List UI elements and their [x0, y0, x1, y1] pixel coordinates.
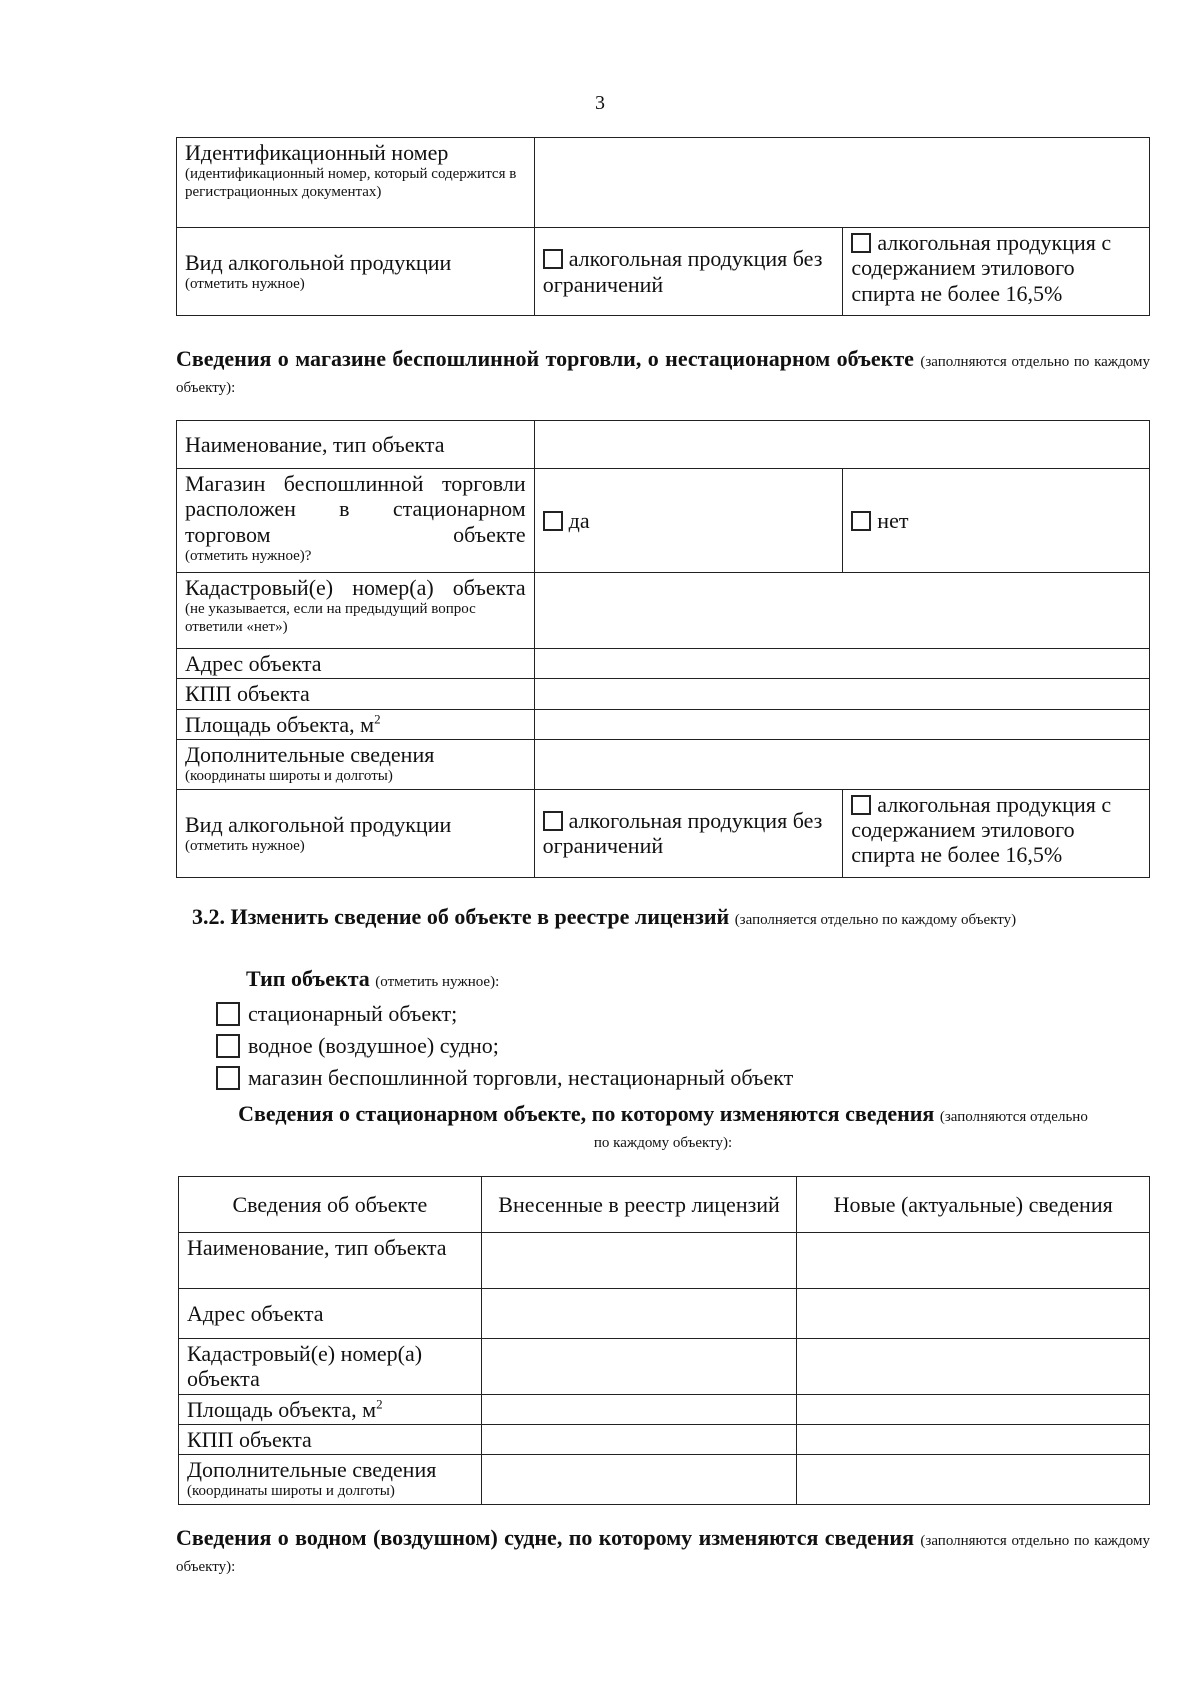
row-extra-registry-field[interactable]: [481, 1455, 797, 1505]
dutyfree-heading: [176, 346, 1150, 399]
alc-note: (отметить нужное): [185, 276, 305, 293]
dutyfree-table: [176, 420, 1150, 878]
cadastral-label-cell: [177, 573, 535, 649]
checkbox[interactable]: [543, 249, 563, 269]
object-type-title: [216, 963, 793, 998]
section-32-heading: [192, 904, 1172, 930]
row-area-label: Площадь объекта, м: [187, 1396, 377, 1422]
row-cadastral-registry-field[interactable]: [481, 1339, 797, 1395]
checkbox[interactable]: [216, 1002, 240, 1026]
section-32-heading-bold: 3.2. Изменить сведение об объекте в реестре лицензий: [192, 904, 730, 929]
alc2-label: Вид алкогольной продукции: [185, 811, 452, 837]
stationary-question: Магазин беспошлинной торговли расположен в стационарном торговом объекте: [185, 471, 526, 547]
id-note: (идентификационный номер, который содержится в регистрационных документах): [185, 166, 517, 201]
checkbox[interactable]: [851, 795, 871, 815]
cadastral-label: Кадастровый(е) номер(а) объекта: [185, 575, 526, 600]
alc2-option-unrestricted[interactable]: [534, 789, 843, 877]
row-kpp-registry-field[interactable]: [481, 1424, 797, 1454]
vessel-heading-note: (заполняются отдельно по каждому объекту):: [176, 1533, 1150, 1576]
row-extra-note: (координаты широты и долготы): [187, 1483, 395, 1500]
stationary-heading: [176, 1101, 1150, 1154]
vessel-heading-bold: Сведения о водном (воздушном) судне, по которому изменяются сведения: [176, 1525, 915, 1550]
row-area-label-cell: [179, 1394, 482, 1424]
stationary-heading-bold: Сведения о стационарном объекте, по которому изменяются сведения: [238, 1101, 935, 1126]
extra-value-field[interactable]: [534, 739, 1149, 789]
stationary-yes-option[interactable]: [534, 469, 843, 573]
row-extra-label-cell: [179, 1455, 482, 1505]
object-type-note: (отметить нужное):: [375, 974, 500, 990]
object-type-list: [216, 963, 793, 1094]
yes-label: да: [568, 507, 590, 533]
col-header-registry: Внесенные в реестр лицензий: [481, 1177, 797, 1233]
alc2-option-limited[interactable]: [843, 789, 1150, 877]
row-name-registry-field[interactable]: [481, 1233, 797, 1289]
row-address-new-field[interactable]: [797, 1289, 1150, 1339]
name-value-field[interactable]: [534, 421, 1149, 469]
stationary-change-table: [178, 1176, 1150, 1505]
area-sup: 2: [374, 711, 381, 727]
alc-label-cell: [177, 228, 535, 316]
col-header-object: Сведения об объекте: [179, 1177, 482, 1233]
area-label: Площадь объекта, м: [185, 711, 375, 737]
cadastral-value-field[interactable]: [534, 573, 1149, 649]
row-address-label: Адрес объекта: [179, 1289, 482, 1339]
vessel-heading: [176, 1525, 1150, 1578]
alc2-opt1-label: алкогольная продукция без ограничений: [542, 808, 823, 859]
row-kpp-label: КПП объекта: [179, 1424, 482, 1454]
object-type-label: водное (воздушное) судно;: [248, 1033, 499, 1058]
page-number: 3: [595, 92, 605, 114]
vessel-id-table: [176, 137, 1150, 316]
checkbox[interactable]: [216, 1066, 240, 1090]
area-value-field[interactable]: [534, 709, 1149, 739]
row-cadastral-label: Кадастровый(е) номер(а) объекта: [179, 1339, 482, 1395]
object-type-option-vessel[interactable]: [216, 1030, 793, 1062]
id-label: Идентификационный номер: [185, 140, 449, 165]
alc2-label-cell: [177, 789, 535, 877]
address-value-field[interactable]: [534, 649, 1149, 679]
area-label-cell: [177, 709, 535, 739]
alc2-note: (отметить нужное): [185, 838, 305, 855]
alc-option-unrestricted[interactable]: [534, 228, 843, 316]
alc-opt2-label: алкогольная продукция с содержанием этилового спирта не более 16,5%: [851, 230, 1112, 306]
object-type-option-dutyfree[interactable]: [216, 1062, 793, 1094]
object-type-label: магазин беспошлинной торговли, нестационарный объект: [248, 1065, 794, 1090]
dutyfree-heading-note: (заполняются отдельно по каждому объекту):: [176, 354, 1151, 397]
alc2-opt2-label: алкогольная продукция с содержанием этилового спирта не более 16,5%: [851, 791, 1112, 868]
checkbox[interactable]: [216, 1034, 240, 1058]
kpp-label: КПП объекта: [177, 679, 535, 709]
alc-option-limited[interactable]: [843, 228, 1150, 316]
row-kpp-new-field[interactable]: [797, 1424, 1150, 1454]
alc-opt1-label: алкогольная продукция без ограничений: [542, 246, 823, 297]
section-32-heading-note: (заполняется отдельно по каждому объекту): [734, 912, 1017, 928]
id-value-field[interactable]: [534, 138, 1149, 228]
object-type-label: стационарный объект;: [248, 1001, 458, 1026]
checkbox[interactable]: [851, 233, 871, 253]
extra-note: (координаты широты и долготы): [185, 768, 393, 785]
extra-label-cell: [177, 739, 535, 789]
row-extra-label: Дополнительные сведения: [187, 1457, 437, 1483]
stationary-heading-note2: по каждому объекту):: [593, 1135, 733, 1152]
stationary-note: (отметить нужное)?: [185, 547, 312, 564]
dutyfree-heading-bold: Сведения о магазине беспошлинной торговли, о нестационарном объекте: [176, 346, 914, 371]
row-name-label: Наименование, тип объекта: [179, 1233, 482, 1289]
checkbox[interactable]: [851, 511, 871, 531]
cadastral-note: (не указывается, если на предыдущий вопрос ответили «нет»): [185, 601, 476, 636]
checkbox[interactable]: [543, 511, 563, 531]
alc-label: Вид алкогольной продукции: [185, 249, 452, 275]
address-label: Адрес объекта: [177, 649, 535, 679]
stationary-heading-note1: (заполняются отдельно: [939, 1109, 1088, 1125]
extra-label: Дополнительные сведения: [185, 741, 435, 767]
name-label: Наименование, тип объекта: [177, 421, 535, 469]
col-header-new: Новые (актуальные) сведения: [797, 1177, 1150, 1233]
kpp-value-field[interactable]: [534, 679, 1149, 709]
stationary-question-cell: [177, 469, 535, 573]
stationary-no-option[interactable]: [843, 469, 1150, 573]
row-area-new-field[interactable]: [797, 1394, 1150, 1424]
row-area-sup: 2: [376, 1396, 383, 1412]
row-area-registry-field[interactable]: [481, 1394, 797, 1424]
no-label: нет: [877, 507, 909, 533]
row-address-registry-field[interactable]: [481, 1289, 797, 1339]
row-extra-new-field[interactable]: [797, 1455, 1150, 1505]
object-type-title-bold: Тип объекта: [246, 966, 370, 991]
row-cadastral-new-field[interactable]: [797, 1339, 1150, 1395]
checkbox[interactable]: [543, 811, 563, 831]
id-label-cell: [177, 138, 535, 228]
row-name-new-field[interactable]: [797, 1233, 1150, 1289]
object-type-option-stationary[interactable]: [216, 998, 793, 1030]
